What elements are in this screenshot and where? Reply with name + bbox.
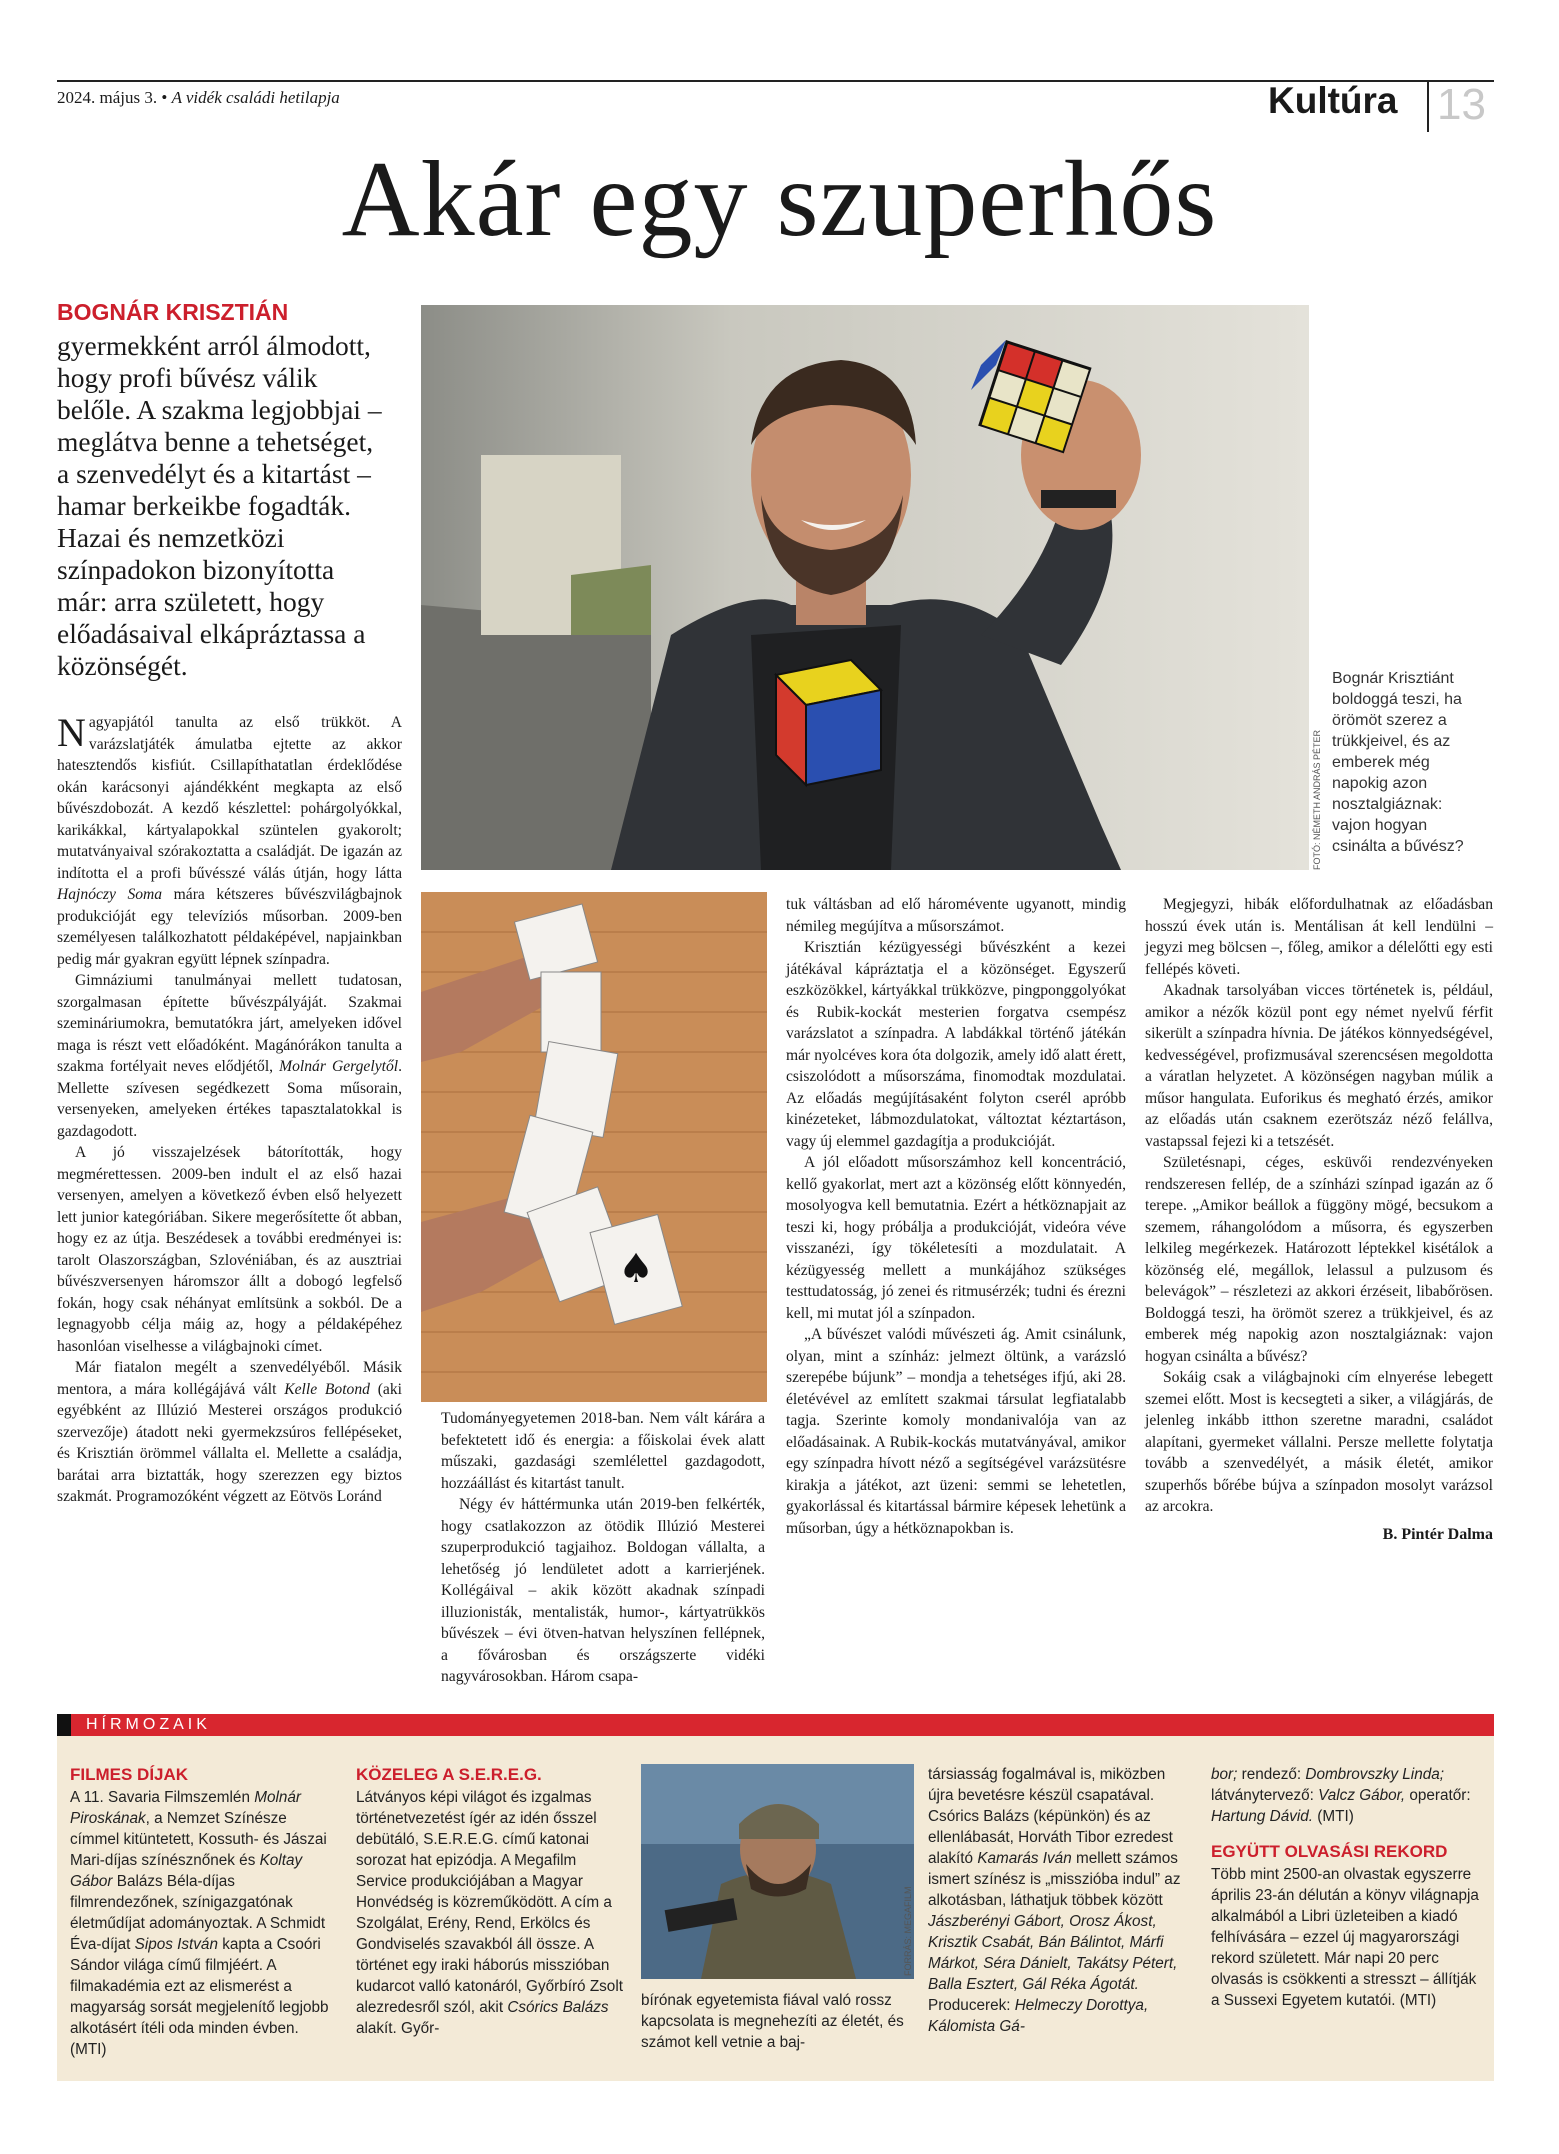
mozaik-sereg-cast bbox=[928, 1764, 1193, 2037]
hirmozaik-bar bbox=[57, 1714, 1494, 1736]
dateline: 2024. május 3. • A vidék családi hetilapja bbox=[57, 88, 340, 107]
hirmozaik-label: HÍRMOZAIK bbox=[86, 1716, 211, 1733]
main-photo-caption: Bognár Krisztiánt boldoggá teszi, ha örömöt szerez a trükkjeivel, és az emberek még napokig azon nosztalgiáznak: vajon hogyan csinálta a bűvész? bbox=[1332, 670, 1464, 855]
col3-paragraph-1: tuk váltásban ad elő háromévente ugyanott, mindig némileg megújítva a műsorszámot. bbox=[786, 896, 1126, 935]
sereg-text: Látványos képi világot és izgalmas történetvezetést ígér az idén ősszel debütáló, S.E.R.E.G. című katonai sorozat hat epizódja. A Megafilm Service produkciójában a Magyar Honvédség is közreműködött. A cím a Szolgálat, Erény, Rend, Erkölcs és Gondviselés szavakból áll össze. A történet egy iraki háborús misszióban kudarcot valló katonáról, Győrbíró Zsolt alezredesről szól, akit Csórics Balázs alakít. Győr- bbox=[356, 1789, 623, 2037]
olvasasi-rekord-text: Több mint 2500-an olvastak egyszerre április 23-án délután a könyv világnapja alkalmából a Libri üzleteiben a kiadó felhívására – ezzel új magyarországi rekord született. Már napi 20 perc olvasás is csökkenti a stresszt – állítják a Sussexi Egyetem kutatói. (MTI) bbox=[1211, 1866, 1479, 2009]
byline: B. Pintér Dalma bbox=[1382, 1525, 1493, 1543]
col2-paragraph-2: Négy év háttérmunka után 2019-ben felkérték, hogy csatlakozzon az ötödik Illúzió Mesterei szuperprodukció tagjaihoz. Boldogan vállalta, a lehetőség jó lendületet adott a karrierjének. Kollégáival – akik között akadnak színpadi illuzionisták, mentalisták, humor-, kártyatrükkös bűvészek – évi ötven-hatvan helyszínen fellépnek, a fővárosban és országszerte vidéki nagyvárosokban. Három csapa- bbox=[441, 1496, 765, 1685]
sereg-photo-credit: FORRÁS: MEGAFILM bbox=[903, 1886, 913, 1976]
col4-paragraph-1: Megjegyzi, hibák előfordulhatnak az előadásban hosszú évek után is. Mentálisan át kell lendülni – jegyzi meg bölcsen –, főleg, amikor a délelőtti egy esti fellépés követi. bbox=[1145, 896, 1493, 978]
headline: Akár egy szuperhős bbox=[341, 140, 1218, 259]
lead-paragraph bbox=[57, 296, 387, 682]
filmes-dijak-title: FILMES DÍJAK bbox=[70, 1765, 189, 1784]
hirmozaik-bar-accent bbox=[57, 1714, 71, 1736]
card-trick-photo bbox=[421, 892, 767, 1402]
page-number: 13 bbox=[1437, 80, 1486, 129]
magician-rubik-photo bbox=[421, 305, 1309, 870]
sereg-text-continued: bírónak egyetemista fiával való rossz kapcsolata is megnehezíti az életét, és számot kell vetnie a baj- bbox=[641, 1992, 904, 2051]
sereg-title: KÖZELEG A S.E.R.E.G. bbox=[356, 1765, 542, 1784]
section-name: Kultúra bbox=[1268, 80, 1398, 121]
sereg-photo bbox=[641, 1764, 914, 1979]
mozaik-col5 bbox=[1211, 1764, 1481, 2011]
svg-text:♠: ♠ bbox=[618, 1246, 654, 1292]
sereg-crew-text: bor; rendező: Dombrovszky Linda; látványtervező: Valcz Gábor, operatőr: Hartung Dávid. (MTI) bbox=[1211, 1766, 1471, 1825]
col4-paragraph-4: Sokáig csak a világbajnoki cím elnyerése lebegett szemei előtt. Most is kecsegteti a siker, a világjárás, de jelenleg inkább itthon szeretne maradni, családot alapítani, gyermeket vállalni. Persze mellette folytatja tovább a szenvedélyét, a másik életét, amikor szuperhős bőrébe bújva a színpadon mosolyt varázsol az arcokra. bbox=[1145, 1369, 1493, 1515]
main-photo bbox=[421, 305, 1309, 870]
col1-paragraph-3: A jó visszajelzések bátorították, hogy megmérettessen. 2009-ben indult el az első hazai versenyen, amelyen a következő évben első helyezett lett junior kategóriában. Sikere megerősítette őt abban, hogy ez az útja. Beszédesek a további eredményei is: tarolt Olaszországban, Szlovéniában, és az ausztriai bűvészversenyen háromszor állt a dobogó legfelső fokán, hogy csak néhányat említsünk a sokból. De a legnagyobb célja máig az, hogy a példaképéhez hasonlóan viselhesse a világbajnoki címet. bbox=[57, 1144, 402, 1355]
col1-paragraph-4: Már fiatalon megélt a szenvedélyéből. Másik mentora, a mára kollégájává vált Kelle Botond (aki egyébként az Illúzió Mesterei országos produkció szervezője) átadott neki gyermekzsúros fellépéseket, és Krisztián örömmel vállalta el. Mellette a családja, barátai arra biztatták, hogy szerezzen egy biztos szakmát. Programozóként végzett az Eötvös Loránd bbox=[57, 1359, 402, 1505]
col1-paragraph-2: Gimnáziumi tanulmányai mellett tudatosan, szorgalmasan építette bűvészpályáját. Szakmai szemináriumokra, bemutatókra járt, amelyeken idővel maga is részt vett előadóként. Magánórákon tanulta a szakma fortélyait neves elődjétől, Molnár Gergelytől. Mellette szívesen segédkezett Soma műsorain, versenyeken, amelyeken értékes tapasztalatokkal is gazdagodott. bbox=[57, 972, 402, 1140]
filmes-dijak-text: A 11. Savaria Filmszemlén Molnár Piroskának, a Nemzet Színésze címmel kitüntetett, Kossuth- és Jászai Mari-díjas színésznőnek és Koltay Gábor Balázs Béla-díjas filmrendezőnek, színigazgatónak életműdíjat adományoztak. A Schmidt Éva-díjat Sipos István kapta a Csoóri Sándor világa című filmjéért. A filmakadémia ezt az elismerést a magyarság sorsát megjelenítő legjobb alkotásért ítéli oda minden évben. (MTI) bbox=[70, 1789, 329, 2058]
article-column-1 bbox=[57, 712, 402, 1508]
article-column-2 bbox=[441, 1408, 765, 1688]
col2-paragraph-1: Tudományegyetemen 2018-ban. Nem vált kárára a befektetett idő és energia: a főiskolai évek alatt műszaki, gazdasági szemlélettel gazdagodott, hozzáállást és kitartást tanult. bbox=[441, 1410, 765, 1492]
soldier-photo bbox=[641, 1764, 914, 1979]
cards-photo bbox=[421, 892, 767, 1402]
header-separator bbox=[1427, 80, 1429, 132]
col4-paragraph-3: Születésnapi, céges, esküvői rendezvényeken rendszeresen fellép, de a színházi színpad igazán az ő terepe. „Amikor beállok a függöny mögé, becsukom a szemem, ráhangolódom a műsorra, és egyszerben lelkileg megérkezek. Határozott léptekkel kisétálok a közönség elé, megállok, lelassul a pulzusom és belevágok” – részletezi az akkori érzéseit, libabőrösen. Boldoggá teszi, ha örömöt szerez a trükkjeivel, és az emberek még napokig azon nosztalgiáznak: vajon hogyan csinálta a bűvész? bbox=[1145, 1154, 1493, 1365]
lead-name: BOGNÁR KRISZTIÁN bbox=[57, 299, 289, 325]
col3-paragraph-2: Krisztián kézügyességi bűvészként a kezei játékával kápráztatja el a közönséget. Egyszerű eszközökkel, kártyákkal trükközve, pingponggolyókat és Rubik-kockát mesterien forgatva csempész varázslatot a színpadra. A labdákkal történő játékán már nyolcéves kora óta dolgozik, amely idő alatt érett, csiszolódott a műsorszáma, finomodtak mozdulatai. Az előadás megújításaként folyton cserél apróbb kinézeteket, lábmozdulatokat, változtat kéztartáson, vagy új elemmel gazdagítja a produkcióját. bbox=[786, 939, 1126, 1150]
dropcap: N bbox=[57, 710, 86, 755]
main-photo-credit: FOTÓ: NÉMETH ANDRÁS PÉTER bbox=[1312, 729, 1322, 870]
article-column-3 bbox=[786, 894, 1126, 1539]
olvasasi-rekord-title: EGYÜTT OLVASÁSI REKORD bbox=[1211, 1842, 1448, 1861]
mozaik-filmes-dijak bbox=[70, 1764, 334, 2060]
col3-paragraph-3: A jól előadott műsorszámhoz kell koncentráció, kellő gyakorlat, mert azt a közönség előtt könnyedén, mosolyogva kell bemutatnia. Ezért a hétköznapjait az teszi ki, hogy próbálja a produkcióját, videóra véve visszanézi, így tökéletesíti a mozdulatait. A kézügyesség mellett a munkájához szükséges testtudatosság, jó zenei és ritmusérzék; tudni és érezni kell, mi mutat jól a színpadon. bbox=[786, 1154, 1126, 1322]
col1-paragraph-1: Nagyapjától tanulta az első trükköt. A varázslatjáték ámulatba ejtette az akkor hatesztendős kisfiút. Csillapíthatatlan érdeklődése okán karácsonyi ajándékként megkapta az első bűvészdobozát. A kezdő készlettel: pohárgolyókkal, karikákkal, kártyalapokkal szüntelen gyakorolt; mutatványaival szórakoztatta a családját. De igazán az indította el a profi bűvésszé válás útján, hogy látta Hajnóczy Soma mára kétszeres bűvészvilágbajnok produkcióját egy televíziós műsorban. 2009-ben személyesen találkozhatott példaképével, napjainkban pedig már gyakran együtt lépnek színpadra. bbox=[57, 710, 402, 968]
lead-text: gyermekként arról álmodott, hogy profi bűvész válik belőle. A szakma legjobbjai – meglátva benne a tehetséget, a szenvedélyt és a kitartást – hamar berkeikbe fogadták. Hazai és nemzetközi színpadokon bizonyította már: arra született, hogy előadásaival elkápráztassa a közönségét. bbox=[57, 330, 382, 681]
mozaik-sereg bbox=[356, 1764, 624, 2039]
sereg-cast-text: társiasság fogalmával is, miközben újra bevetésre készül csapatával. Csórics Balázs (képünkön) és az ellenlábasát, Horváth Tibor ezredest alakító Kamarás Iván mellett számos ismert színész is „misszióba indul” az alkotásban, láthatjuk többek között Jászberényi Gábort, Orosz Ákost, Krisztik Csabát, Bán Bálintot, Márfi Márkot, Séra Dánielt, Takátsy Pétert, Balla Esztert, Gál Réka Ágotát. Producerek: Helmeczy Dorottya, Kálomista Gá- bbox=[928, 1766, 1181, 2035]
article-column-4 bbox=[1145, 894, 1493, 1545]
col3-paragraph-4: „A bűvészet valódi művészeti ág. Amit csinálunk, olyan, mint a színház: jelmezt öltünk, a varázsló szerepébe bújunk” – mondja a tehetséges ifjú, aki 28. életévével az említett szakmai társulat legfiatalabb tagja. Szerinte komoly mondanivalója van az előadásainak. A Rubik-kockás mutatványával, amikor egy színpadra hívott néző a segítségével varázsütésre kirakja a játékot, azt üzeni: semmi se lehetetlen, gyakorlással és kitartással bármire képesek lehetünk a műsorban, úgy a hétköznapokban is. bbox=[786, 1326, 1126, 1537]
col4-paragraph-2: Akadnak tarsolyában vicces történetek is, például, amikor a nézők közül pont egy német nyelvű férfit sikerült a színpadra hívnia. De játékos könnyedségével, kedvességével, profizmusával szerencsésen megoldotta a váratlan helyzetet. A közönségen nagyban múlik a műsor hangulata. Euforikus és megható érzés, amikor az előadás után csaknem ezerötszáz néző felállva, vastapssal fejezi ki a tetszését. bbox=[1145, 982, 1493, 1150]
